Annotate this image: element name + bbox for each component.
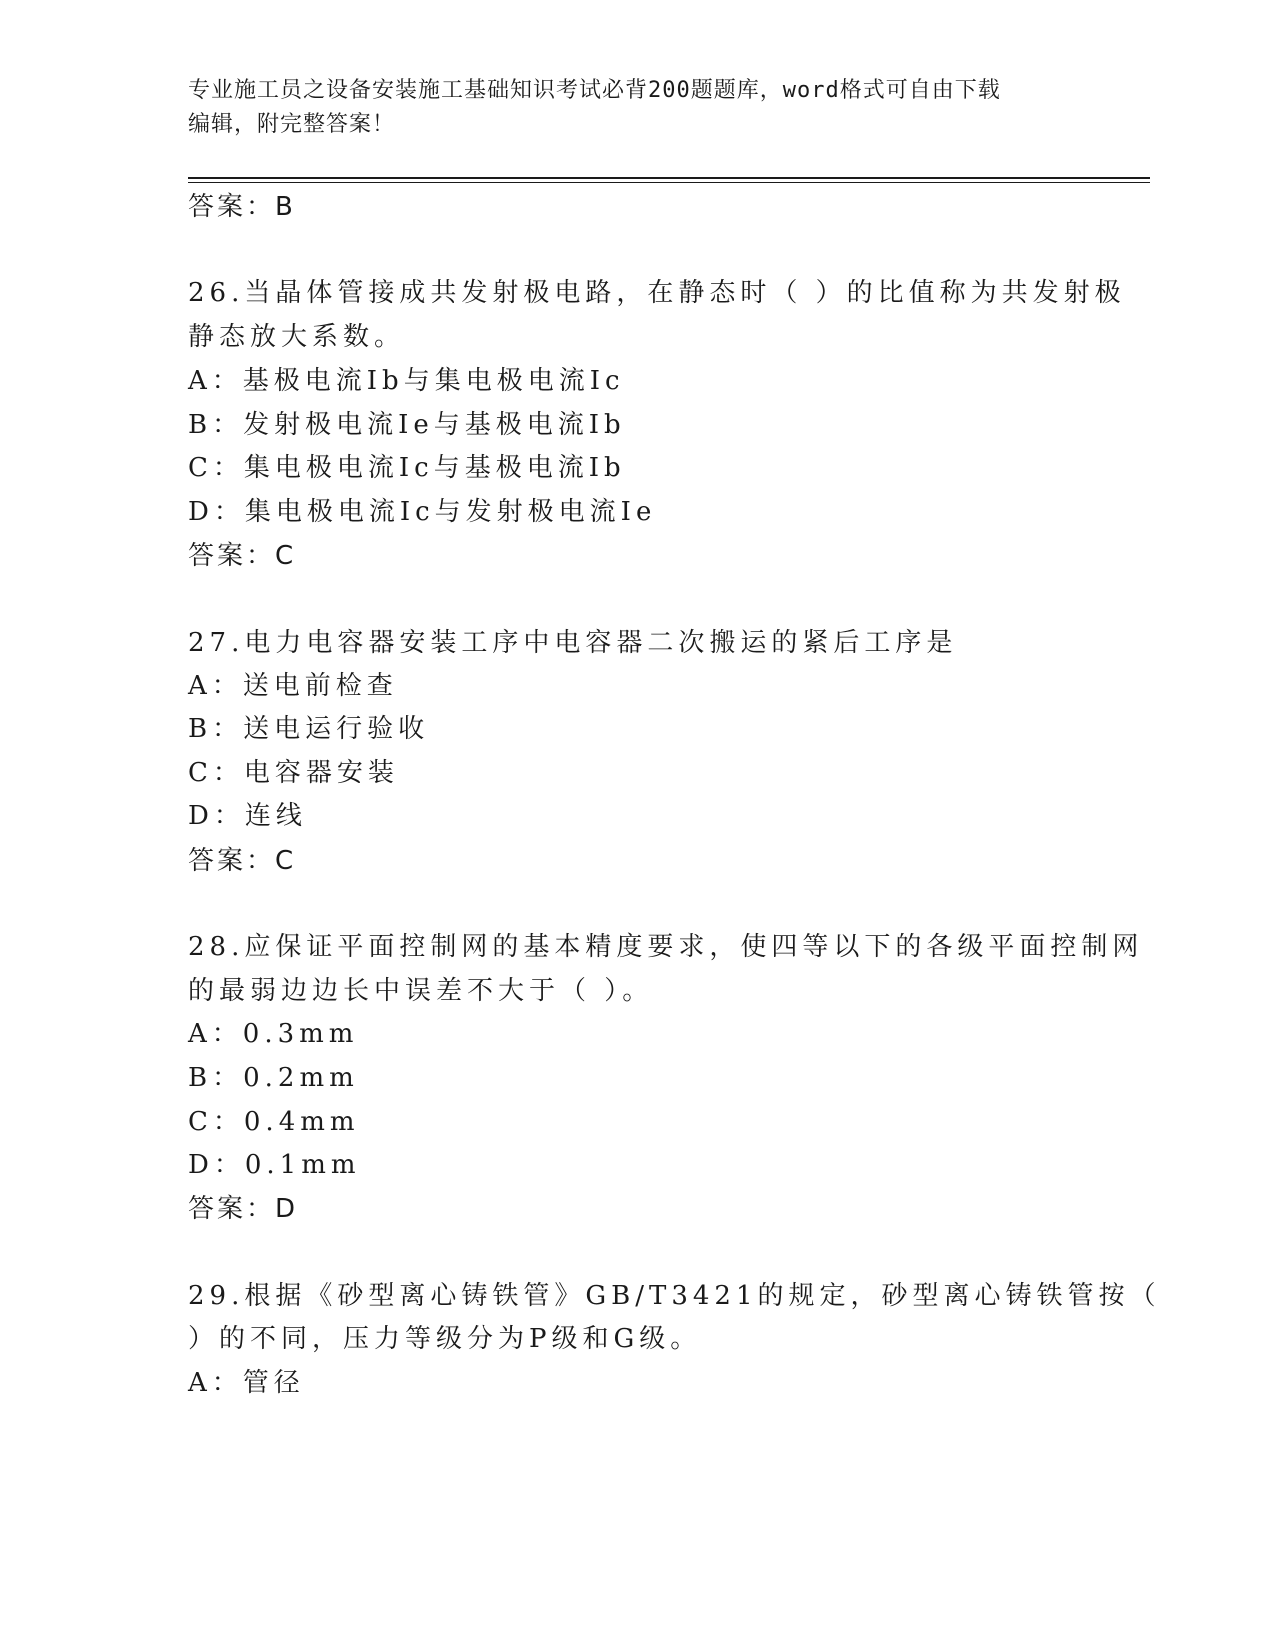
question-27-option-a: A：送电前检查	[188, 671, 398, 701]
question-27-option-c: C：电容器安装	[188, 758, 399, 788]
question-26-answer: 答案：C	[188, 541, 297, 571]
header-line-1: 专业施工员之设备安装施工基础知识考试必背200题题库，word格式可自由下载	[188, 78, 1001, 103]
question-27-option-d: D：连线	[188, 801, 307, 831]
document-header	[188, 74, 1088, 142]
question-28-option-b: B：0.2mm	[188, 1063, 359, 1093]
question-28-option-d: D：0.1mm	[188, 1150, 361, 1180]
question-28-stem-line-1: 28.应保证平面控制网的基本精度要求，使四等以下的各级平面控制网	[188, 932, 1144, 962]
question-27-answer: 答案：C	[188, 846, 297, 876]
question-27-option-b: B：送电运行验收	[188, 714, 430, 744]
question-26-option-d: D：集电极电流Ic与发射极电流Ie	[188, 497, 657, 527]
question-27-stem-line-1: 27.电力电容器安装工序中电容器二次搬运的紧后工序是	[188, 628, 958, 658]
question-26-stem-line-2: 静态放大系数。	[188, 322, 406, 352]
question-28-option-a: A：0.3mm	[188, 1019, 359, 1049]
question-29-stem-line-1: 29.根据《砂型离心铸铁管》GB/T3421的规定，砂型离心铸铁管按（	[188, 1281, 1161, 1311]
question-26-option-b: B：发射极电流Ie与基极电流Ib	[188, 410, 626, 440]
header-divider-thick	[188, 177, 1150, 179]
question-28-option-c: C：0.4mm	[188, 1107, 360, 1137]
question-26-stem-line-1: 26.当晶体管接成共发射极电路，在静态时（ ）的比值称为共发射极	[188, 278, 1126, 308]
question-26-option-a: A：基极电流Ib与集电极电流Ic	[188, 366, 625, 396]
question-28-answer: 答案：D	[188, 1194, 299, 1224]
question-26-option-c: C：集电极电流Ic与基极电流Ib	[188, 453, 626, 483]
header-line-2: 编辑，附完整答案！	[188, 112, 396, 137]
question-28-stem-line-2: 的最弱边边长中误差不大于（ ）。	[188, 976, 654, 1006]
question-29-stem-line-2: ）的不同，压力等级分为P级和G级。	[188, 1324, 702, 1354]
question-29-option-a: A：管径	[188, 1368, 305, 1398]
header-divider-thin	[188, 182, 1150, 183]
previous-answer: 答案：B	[188, 192, 296, 222]
